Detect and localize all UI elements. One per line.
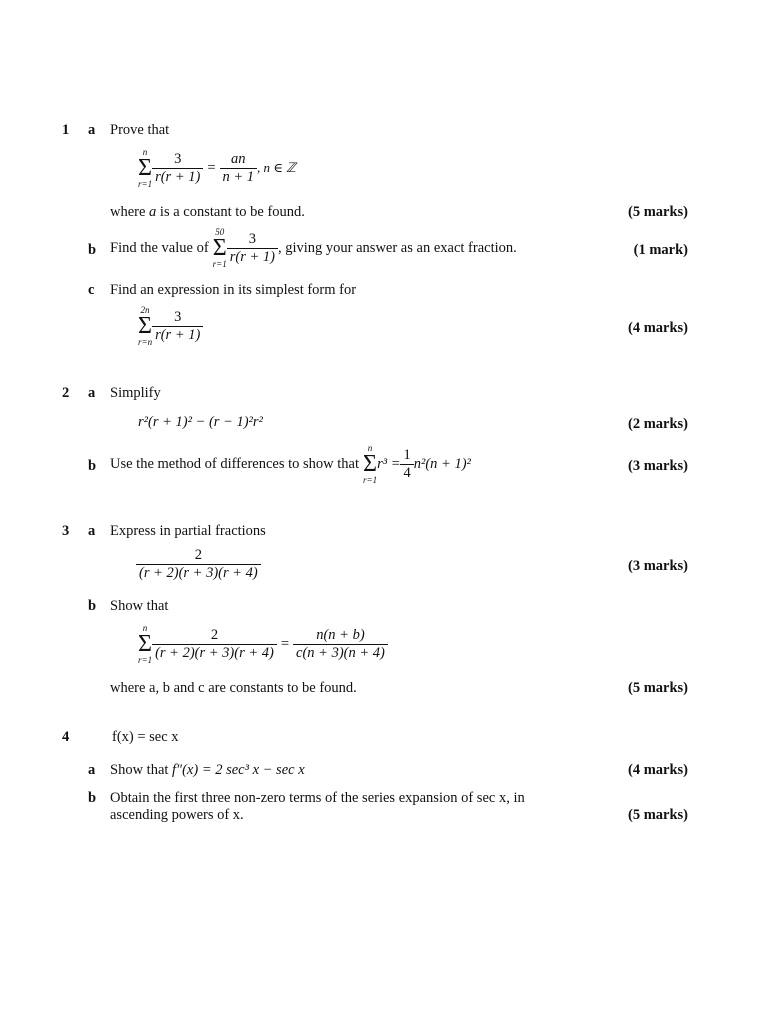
q2b-rhs: n²(n + 1)²: [413, 455, 471, 472]
q2b-sum-term: r³ =: [377, 455, 401, 472]
q2b-prompt: Use the method of differences to show that: [110, 455, 359, 472]
q4a-prompt: Show that: [110, 762, 169, 778]
q1b-prompt-tail: , giving your answer as an exact fraction.: [277, 239, 517, 256]
q1c-denominator: r(r + 1): [152, 326, 203, 344]
q4b-label: b: [88, 790, 97, 806]
q3b-where-text: where a, b and c are constants to be found.: [110, 680, 357, 696]
q2a-prompt: Simplify: [110, 385, 161, 401]
q2b-summation: [363, 444, 377, 485]
q1b-summation: [213, 228, 227, 269]
q1c-sum-upper: 2n: [140, 305, 150, 315]
sigma-symbol: Σ: [363, 451, 378, 477]
q2b-denominator: 4: [400, 464, 413, 482]
q3a-fraction: [136, 547, 261, 581]
q1c-prompt: Find an expression in its simplest form for: [110, 282, 357, 298]
q2a-expression: r²(r + 1)² − (r − 1)²r²: [138, 414, 263, 430]
q3b-label: b: [88, 598, 97, 614]
q3b-lhs-denominator: (r + 2)(r + 3)(r + 4): [152, 644, 277, 662]
q1a-marks: (5 marks): [627, 204, 688, 220]
q2b-sum-lower: r=1: [363, 474, 378, 485]
q4a-expression: f″(x) = 2 sec³ x − sec x: [172, 762, 305, 778]
q1a-label: a: [88, 122, 96, 138]
q1b-sum-upper: 50: [215, 227, 225, 237]
question-3-number: 3: [62, 523, 70, 539]
q1b-prompt: Find the value of: [110, 239, 209, 256]
sigma-symbol: Σ: [138, 155, 153, 181]
q3b-marks: (5 marks): [627, 680, 688, 696]
question-1-number: 1: [62, 122, 70, 138]
sigma-symbol: Σ: [138, 313, 153, 339]
q1a-where-text: where a is a constant to be found.: [110, 204, 305, 220]
q2b-label: b: [88, 458, 97, 474]
q2a-label: a: [88, 385, 96, 401]
q3b-lhs-numerator: 2: [210, 627, 219, 644]
q1a-equals: =: [207, 159, 216, 176]
q3a-numerator: 2: [194, 547, 202, 563]
q1b-fraction: [227, 231, 278, 265]
q3b-lhs-fraction: [152, 627, 277, 661]
q4b-prompt-line1: Obtain the first three non-zero terms of the series expansion of sec x, in: [110, 790, 525, 806]
q1c-fraction: [152, 309, 203, 343]
q1c-label: c: [88, 282, 95, 298]
q1a-lhs-denominator: r(r + 1): [152, 168, 203, 186]
q1a-sum-lower: r=1: [138, 178, 153, 189]
question-2-number: 2: [62, 385, 70, 401]
q1c-sum-lower: r=n: [138, 336, 153, 347]
q1b-line: [110, 228, 517, 269]
q1b-marks: (1 mark): [633, 242, 688, 258]
q3b-prompt: Show that: [110, 598, 169, 614]
q2b-line: [110, 444, 471, 485]
q4b-marks: (5 marks): [627, 807, 688, 823]
q4b-prompt-line2: ascending powers of x.: [110, 807, 244, 823]
q1a-sum-upper: n: [142, 147, 148, 157]
q1b-numerator: 3: [248, 231, 256, 248]
q1b-sum-lower: r=1: [212, 258, 227, 269]
sigma-symbol: Σ: [138, 631, 153, 657]
q3b-sum-upper: n: [142, 623, 148, 633]
q4a-marks: (4 marks): [627, 762, 688, 778]
q3a-marks: (3 marks): [627, 558, 688, 574]
q3b-sum-lower: r=1: [138, 654, 153, 665]
q3b-rhs-numerator: n(n + b): [316, 627, 365, 644]
q2a-marks: (2 marks): [627, 416, 688, 432]
q2b-fraction: [400, 447, 413, 481]
q2b-marks: (3 marks): [627, 458, 688, 474]
q3a-expression: [136, 547, 261, 581]
q3b-rhs-fraction: [293, 627, 388, 661]
q1c-marks: (4 marks): [627, 320, 688, 336]
q4-function-definition: f(x) = sec x: [112, 729, 179, 745]
q3a-prompt: Express in partial fractions: [110, 523, 266, 539]
sigma-symbol: Σ: [212, 235, 227, 261]
q1a-prompt: Prove that: [110, 122, 170, 138]
q3b-equals: =: [280, 635, 290, 652]
question-4-number: 4: [62, 729, 70, 745]
q1b-label: b: [88, 242, 97, 258]
q1a-domain: , n ∈ ℤ: [257, 160, 296, 176]
q2b-numerator: 1: [403, 447, 411, 464]
q3b-rhs-denominator: c(n + 3)(n + 4): [293, 644, 388, 662]
q1a-lhs-fraction: [152, 151, 203, 185]
q4a-label: a: [88, 762, 96, 778]
q1a-summation: [138, 148, 152, 189]
q3b-equation: [138, 624, 388, 665]
q3a-label: a: [88, 523, 96, 539]
q1a-where-variable: a: [149, 204, 157, 220]
q1a-rhs-numerator: an: [231, 151, 246, 168]
q1c-equation: [138, 306, 203, 347]
q4a-line: [110, 762, 305, 779]
q1c-summation: [138, 306, 152, 347]
q3a-denominator: (r + 2)(r + 3)(r + 4): [136, 564, 261, 582]
q1a-rhs-denominator: n + 1: [220, 168, 258, 186]
q3b-summation: [138, 624, 152, 665]
q1c-numerator: 3: [174, 309, 182, 326]
q1a-lhs-numerator: 3: [174, 151, 182, 168]
q1b-denominator: r(r + 1): [227, 248, 278, 266]
q1a-equation: [138, 148, 296, 189]
q2b-sum-upper: n: [367, 443, 373, 453]
q1a-rhs-fraction: [220, 151, 258, 185]
